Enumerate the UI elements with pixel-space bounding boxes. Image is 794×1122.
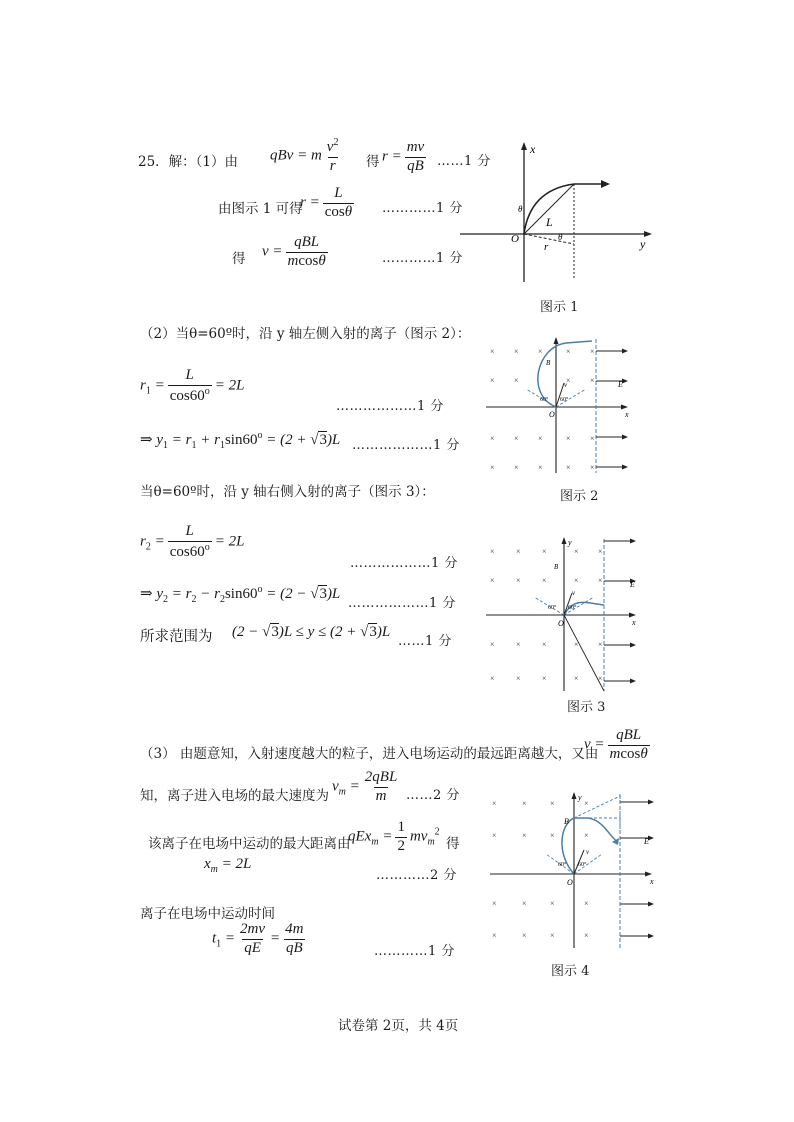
formula-range: (2 − √ 3)L ≤ y ≤ (2 + √ 3)L <box>232 624 390 641</box>
figure-1-caption: 图示 1 <box>540 300 579 315</box>
svg-text:B: B <box>564 817 569 826</box>
figure-2-diagram <box>486 335 636 475</box>
svg-text:×: × <box>538 347 543 356</box>
svg-text:×: × <box>522 831 527 840</box>
svg-text:×: × <box>598 576 603 585</box>
part2-intro-left: （2）当θ=60º时，沿 y 轴左侧入射的离子（图示 2）： <box>140 326 471 342</box>
svg-text:×: × <box>490 576 495 585</box>
formula-y1: ⇒ $y_1 = r_1 + r_1\sin 60^o = (2$ + √ 3)L <box>140 430 340 451</box>
svg-text:×: × <box>584 899 589 908</box>
svg-text:×: × <box>490 640 495 649</box>
svg-text:60°: 60° <box>578 862 587 868</box>
svg-text:×: × <box>574 640 579 649</box>
svg-text:×: × <box>550 931 555 940</box>
svg-text:x: x <box>530 142 536 156</box>
figure-3-diagram <box>482 535 642 693</box>
part2-intro-right: 当θ=60º时，沿 y 轴右侧入射的离子（图示 3）： <box>140 484 435 500</box>
svg-text:r: r <box>544 241 549 253</box>
score-8: ……1 分 <box>398 634 452 649</box>
svg-text:×: × <box>492 899 497 908</box>
formula-v-qbl: v = $\frac{\text{qBL}}{mcos\theta}$ <box>262 234 326 269</box>
formula-qbv: qBv = m $\frac{v^2}{r}$ <box>270 137 339 174</box>
svg-text:×: × <box>490 434 495 443</box>
formula-xm: $x_m = 2L$ <box>204 856 252 875</box>
svg-text:×: × <box>490 674 495 683</box>
svg-text:×: × <box>492 931 497 940</box>
range-prefix: 所求范围为 <box>140 629 213 645</box>
svg-text:×: × <box>574 547 579 556</box>
text-de: 得 <box>366 154 380 170</box>
svg-text:×: × <box>490 376 495 385</box>
svg-text:×: × <box>492 831 497 840</box>
svg-text:×: × <box>550 831 555 840</box>
svg-text:×: × <box>492 799 497 808</box>
vm-prefix: 知，离子进入电场的最大速度为 <box>140 788 329 804</box>
svg-text:×: × <box>516 674 521 683</box>
svg-text:O: O <box>511 233 519 245</box>
formula-t1: $t_1$ = $\frac{2mv}{qE}$ = $\frac{4m}{qB}$ <box>212 921 304 956</box>
svg-text:×: × <box>490 547 495 556</box>
svg-text:×: × <box>490 347 495 356</box>
score-4: ………………1 分 <box>336 399 444 414</box>
svg-text:×: × <box>550 899 555 908</box>
svg-text:×: × <box>598 547 603 556</box>
svg-text:×: × <box>542 576 547 585</box>
svg-text:60°: 60° <box>558 862 567 868</box>
formula-y2: ⇒ $y_2 = r_2 - r_2\sin 60^o = (2$ − √ 3)L <box>140 584 340 605</box>
svg-text:×: × <box>538 434 543 443</box>
svg-text:×: × <box>516 576 521 585</box>
svg-text:×: × <box>590 347 595 356</box>
xm-suffix: 得 <box>446 836 460 852</box>
svg-text:O: O <box>567 878 573 887</box>
svg-text:y: y <box>578 793 582 802</box>
svg-text:×: × <box>514 463 519 472</box>
time-label: 离子在电场中运动时间 <box>140 906 275 922</box>
figure-4-diagram <box>488 790 658 950</box>
svg-text:×: × <box>542 674 547 683</box>
score-10: …………2 分 <box>376 868 457 883</box>
svg-text:O: O <box>549 410 555 419</box>
svg-text:×: × <box>584 799 589 808</box>
score-7: ………………1 分 <box>348 596 456 611</box>
svg-text:×: × <box>514 376 519 385</box>
svg-text:×: × <box>590 434 595 443</box>
svg-text:×: × <box>566 376 571 385</box>
svg-text:×: × <box>574 674 579 683</box>
svg-text:v: v <box>586 848 590 856</box>
svg-text:B: B <box>546 359 551 367</box>
svg-text:×: × <box>550 799 555 808</box>
svg-text:×: × <box>522 931 527 940</box>
formula-vm: $v_m$ = $\frac{\text{2qBL}}{m}$ <box>332 769 398 804</box>
score-5: ………………1 分 <box>352 438 460 453</box>
svg-text:×: × <box>584 931 589 940</box>
score-9: ……2 分 <box>406 788 460 803</box>
svg-text:×: × <box>590 463 595 472</box>
svg-text:×: × <box>566 434 571 443</box>
figure-1-diagram <box>458 140 658 290</box>
svg-text:×: × <box>522 899 527 908</box>
svg-text:×: × <box>584 831 589 840</box>
svg-text:×: × <box>598 640 603 649</box>
svg-text:x: x <box>632 618 636 627</box>
svg-text:60°: 60° <box>568 605 577 611</box>
svg-text:60°: 60° <box>540 397 549 403</box>
score-6: ………………1 分 <box>350 556 458 571</box>
formula-r-mv-qb: r = $\frac{mv}{qB}$ <box>382 139 425 174</box>
xm-prefix: 该离子在电场中运动的最大距离由 <box>148 836 351 852</box>
svg-text:×: × <box>590 376 595 385</box>
svg-text:y: y <box>568 538 572 547</box>
figure-4-caption: 图示 4 <box>551 964 590 979</box>
line2-prefix: 由图示 1 可得 <box>218 201 303 217</box>
svg-text:L: L <box>546 215 553 229</box>
svg-text:v: v <box>564 381 568 389</box>
svg-text:x: x <box>625 410 629 419</box>
part3-intro: （3） 由题意知，入射速度越大的粒子，进入电场运动的最远距离越大，又由 <box>140 746 599 762</box>
page-footer: 试卷第 2页，共 4页 <box>338 1018 459 1034</box>
svg-text:v: v <box>572 589 576 597</box>
svg-text:×: × <box>514 347 519 356</box>
svg-text:×: × <box>574 576 579 585</box>
svg-text:O: O <box>558 619 564 628</box>
formula-r2: $r_2$ = $\frac{L}{\cos 60^o}$ = 2L <box>140 523 245 560</box>
svg-text:x: x <box>650 877 654 886</box>
svg-text:×: × <box>522 799 527 808</box>
svg-text:E: E <box>644 837 649 846</box>
svg-text:×: × <box>566 347 571 356</box>
score-11: …………1 分 <box>374 944 455 959</box>
svg-text:y: y <box>640 237 646 251</box>
formula-r-l-cos: r = $\frac{L}{\cos\theta}$ <box>300 185 353 220</box>
q25-line1-prefix: 25．解：（1）由 <box>138 154 239 170</box>
svg-text:×: × <box>514 434 519 443</box>
svg-text:×: × <box>538 463 543 472</box>
figure-3-caption: 图示 3 <box>567 700 606 715</box>
formula-r1: $r_1$ = $\frac{L}{\cos 60^o}$ = 2L <box>140 367 245 404</box>
svg-text:×: × <box>516 547 521 556</box>
svg-text:×: × <box>516 640 521 649</box>
svg-text:×: × <box>542 640 547 649</box>
score-1: ……1 分 <box>437 154 491 169</box>
svg-text:θ: θ <box>558 232 563 242</box>
score-3: …………1 分 <box>382 251 463 266</box>
formula-v-qbl-2: v = $\frac{\text{qBL}}{mcos\theta}$ <box>584 727 648 762</box>
svg-text:60°: 60° <box>548 605 557 611</box>
figure-2-caption: 图示 2 <box>560 489 599 504</box>
svg-text:θ: θ <box>518 204 523 214</box>
svg-text:E: E <box>618 380 623 389</box>
svg-text:60°: 60° <box>560 397 569 403</box>
svg-text:×: × <box>598 674 603 683</box>
svg-text:E: E <box>630 580 635 589</box>
formula-qexm: qEx$_m$ = $\frac{1}{2}$ $mv_m^2$ <box>348 819 440 854</box>
score-2: …………1 分 <box>382 201 463 216</box>
svg-text:B: B <box>554 563 559 571</box>
svg-text:×: × <box>566 463 571 472</box>
svg-text:×: × <box>542 547 547 556</box>
line3-prefix: 得 <box>232 251 246 267</box>
svg-text:×: × <box>490 463 495 472</box>
